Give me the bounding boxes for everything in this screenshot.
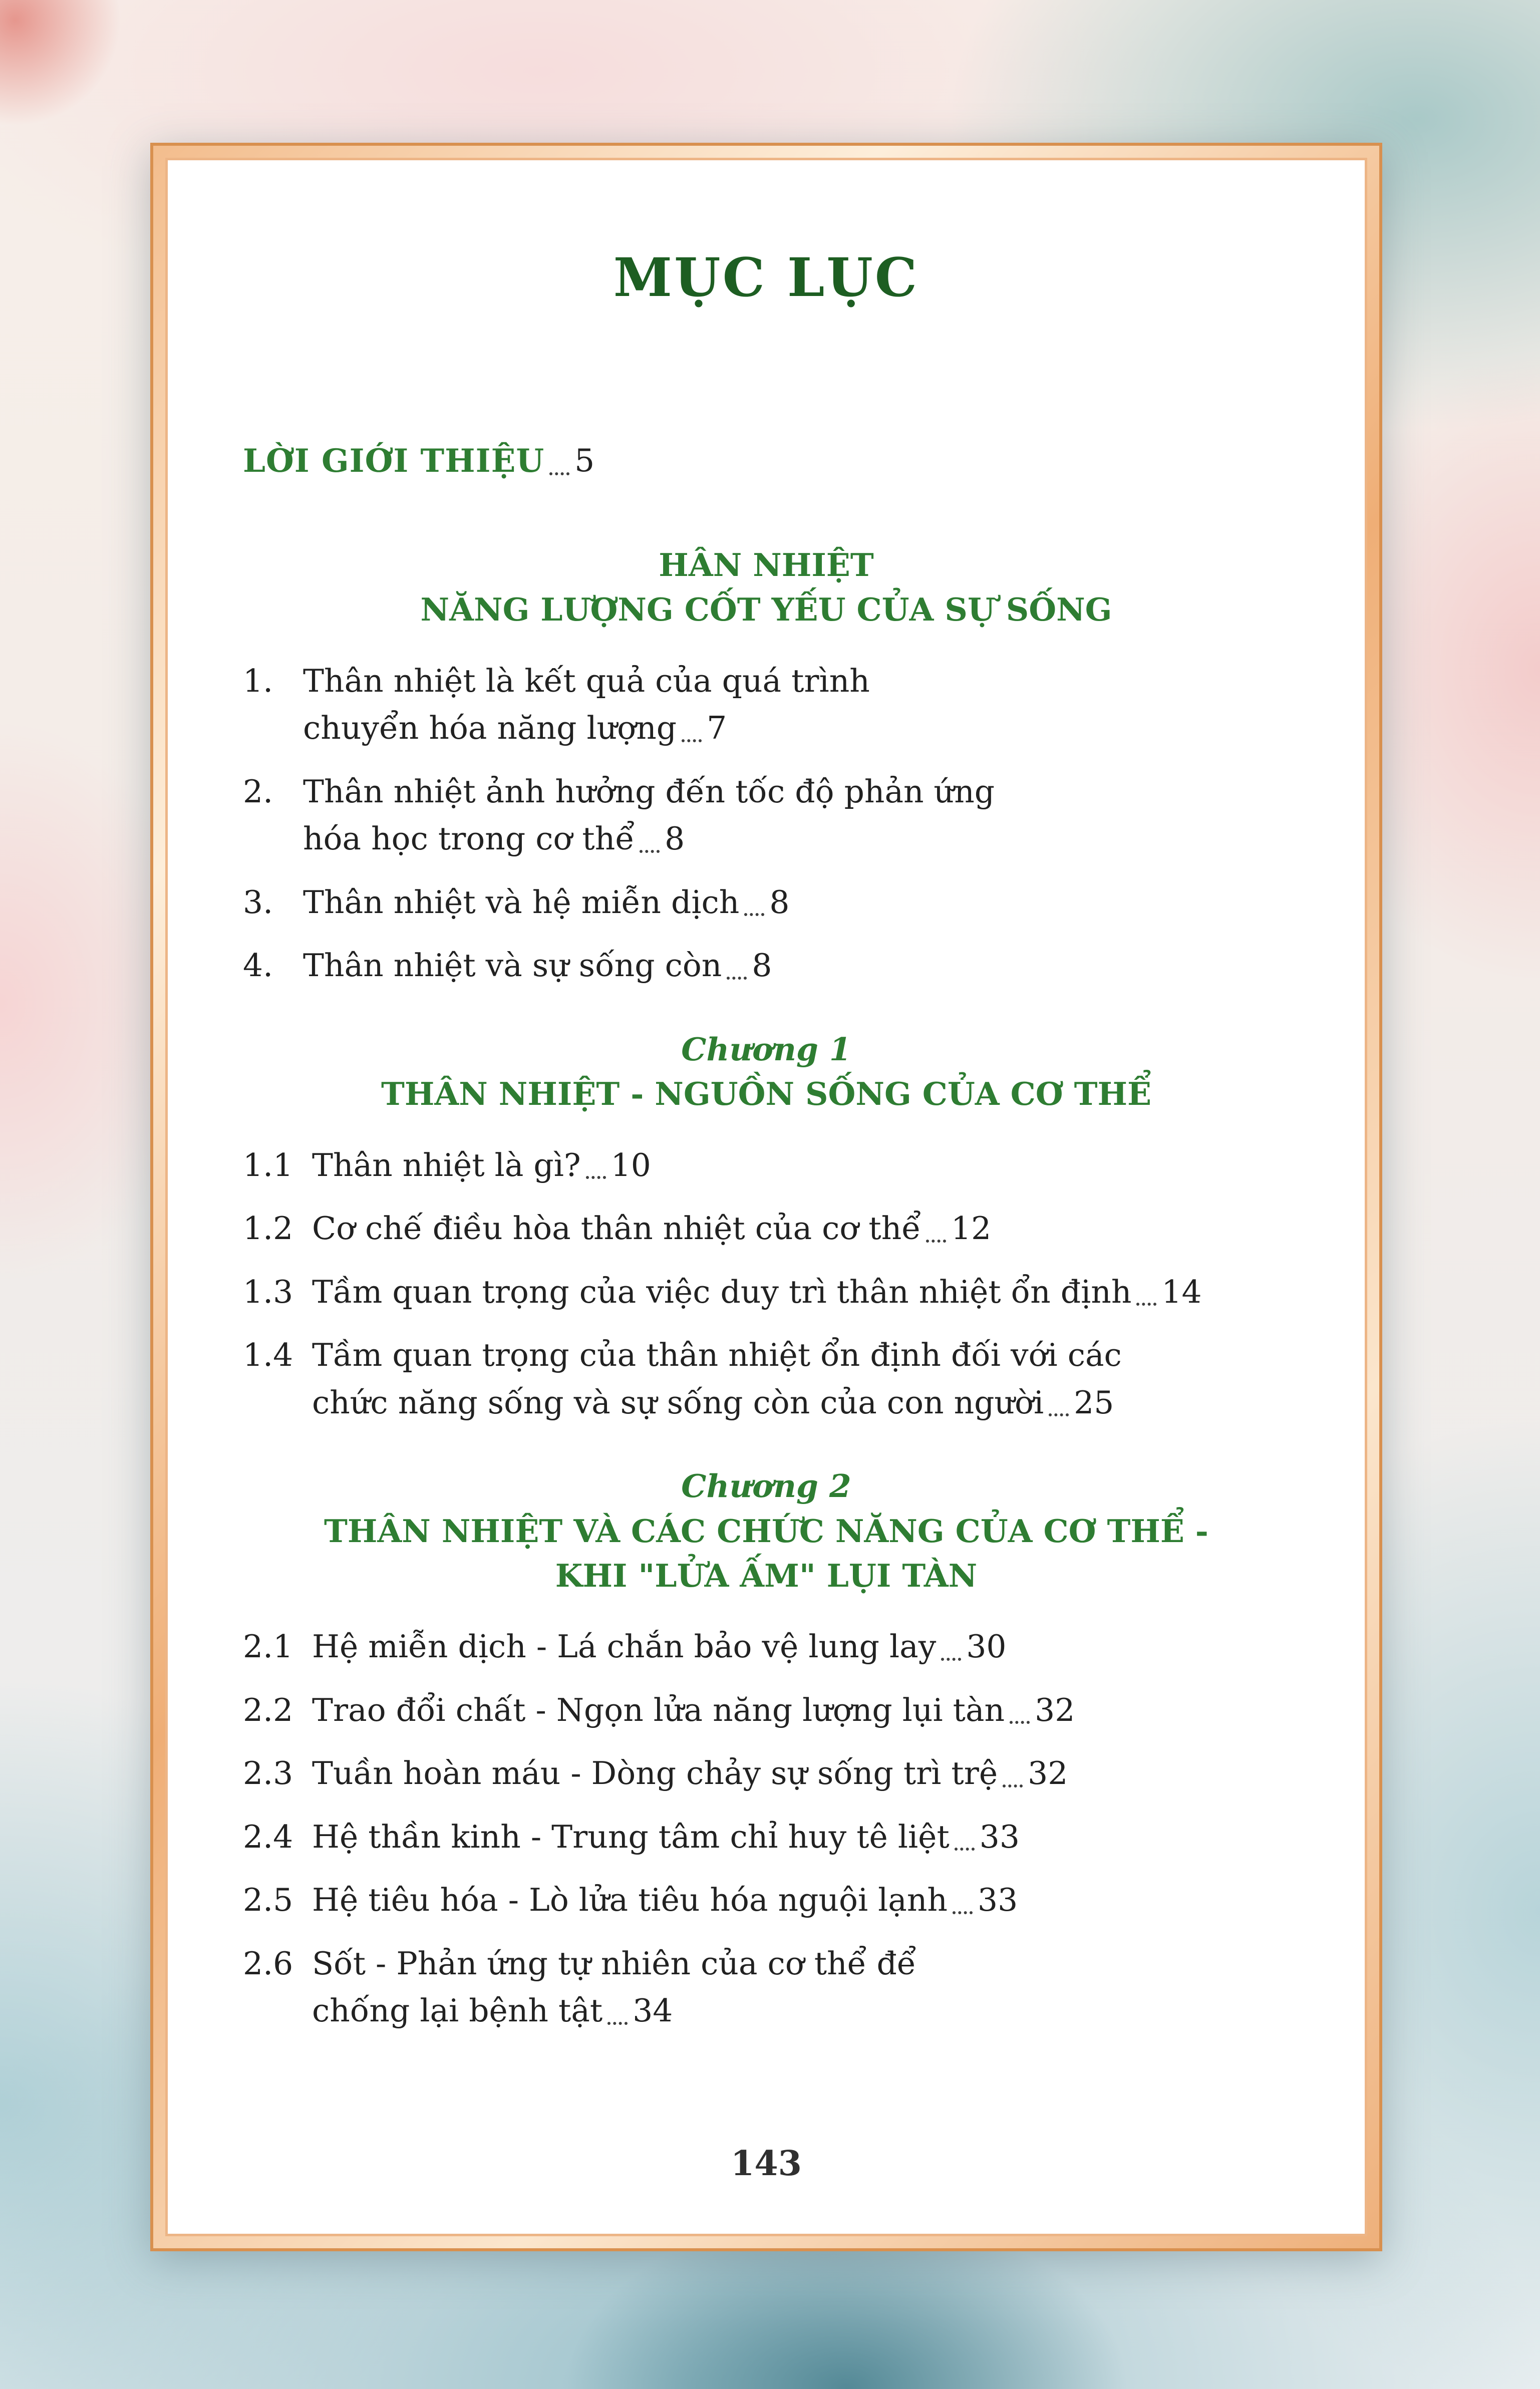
intro-label: LỜI GIỚI THIỆU bbox=[243, 442, 545, 480]
entry-number: 2.6 bbox=[243, 1945, 293, 1982]
chapter1-label: Chương 1 bbox=[681, 1030, 851, 1068]
toc-entry bbox=[243, 1750, 1290, 1798]
dot-leader bbox=[586, 1176, 606, 1179]
toc-entry bbox=[243, 768, 1290, 863]
dot-leader bbox=[727, 977, 747, 980]
entry-number: 2.5 bbox=[243, 1882, 293, 1919]
entry-number: 1. bbox=[243, 662, 273, 699]
toc-entry bbox=[243, 1877, 1290, 1924]
entry-text-line1: Thân nhiệt ảnh hưởng đến tốc độ phản ứng bbox=[303, 773, 995, 810]
toc-title: MỤC LỤC bbox=[613, 246, 919, 309]
dot-leader bbox=[682, 739, 702, 742]
page-ref: 14 bbox=[1161, 1273, 1202, 1310]
entry-text: Thân nhiệt là gì? bbox=[312, 1146, 581, 1183]
dot-leader bbox=[1049, 1413, 1069, 1416]
toc-entry bbox=[243, 1269, 1290, 1316]
chapter2-heading bbox=[243, 1509, 1290, 1599]
entry-text: Thân nhiệt và sự sống còn bbox=[303, 947, 722, 984]
page-ref: 25 bbox=[1074, 1384, 1114, 1421]
page-ref: 30 bbox=[966, 1628, 1007, 1665]
entry-number: 3. bbox=[243, 883, 273, 921]
page-ref: 7 bbox=[707, 710, 727, 747]
entry-number: 1.4 bbox=[243, 1337, 293, 1374]
dot-leader bbox=[1136, 1303, 1156, 1306]
dot-leader bbox=[549, 472, 569, 475]
chapter2-block bbox=[243, 1464, 1290, 1598]
entry-text-line2: chức năng sống và sự sống còn của con người bbox=[312, 1384, 1044, 1421]
part1-heading-line2: NĂNG LƯỢNG CỐT YẾU CỦA SỰ SỐNG bbox=[420, 591, 1112, 629]
entry-number: 2.1 bbox=[243, 1628, 293, 1665]
page-ref: 34 bbox=[633, 1992, 673, 2029]
toc-entry bbox=[243, 1687, 1290, 1734]
entry-number: 4. bbox=[243, 947, 273, 984]
entry-text: Hệ thần kinh - Trung tâm chỉ huy tê liệt bbox=[312, 1818, 950, 1855]
entry-text: Thân nhiệt và hệ miễn dịch bbox=[303, 883, 740, 921]
toc-entry bbox=[243, 1940, 1290, 2035]
dot-leader bbox=[941, 1658, 961, 1661]
entry-text: Cơ chế điều hòa thân nhiệt của cơ thể bbox=[312, 1210, 921, 1247]
page-ref: 10 bbox=[610, 1146, 651, 1183]
page-ref: 32 bbox=[1035, 1691, 1075, 1728]
entry-number: 2.2 bbox=[243, 1691, 293, 1728]
toc-entry bbox=[243, 1142, 1290, 1189]
entry-text-line2: chuyển hóa năng lượng bbox=[303, 710, 677, 747]
toc-entry bbox=[243, 658, 1290, 752]
dot-leader bbox=[926, 1240, 946, 1243]
entry-number: 1.1 bbox=[243, 1146, 293, 1183]
toc-entry bbox=[243, 879, 1290, 927]
page-ref: 8 bbox=[665, 820, 685, 857]
chapter2-label: Chương 2 bbox=[681, 1467, 851, 1505]
entry-number: 2. bbox=[243, 773, 273, 810]
entry-text-line2: hóa học trong cơ thể bbox=[303, 820, 635, 857]
page-ref: 8 bbox=[769, 883, 790, 921]
page-ref: 8 bbox=[752, 947, 772, 984]
toc-content bbox=[168, 160, 1365, 2035]
toc-entry bbox=[243, 1205, 1290, 1253]
toc-entry bbox=[243, 942, 1290, 990]
dot-leader bbox=[955, 1848, 975, 1851]
page-ref: 12 bbox=[951, 1210, 992, 1247]
page-ref: 5 bbox=[574, 442, 595, 479]
entry-number: 1.3 bbox=[243, 1273, 293, 1310]
entry-text: Tuần hoàn máu - Dòng chảy sự sống trì trệ bbox=[312, 1755, 998, 1792]
dot-leader bbox=[953, 1911, 973, 1914]
page-ref: 33 bbox=[977, 1882, 1018, 1919]
entry-number: 2.3 bbox=[243, 1755, 293, 1792]
dot-leader bbox=[1010, 1721, 1030, 1724]
toc-page bbox=[165, 158, 1367, 2236]
entry-text-line2: chống lại bệnh tật bbox=[312, 1992, 603, 2029]
entry-text: Hệ tiêu hóa - Lò lửa tiêu hóa nguội lạnh bbox=[312, 1882, 948, 1919]
page-ref: 32 bbox=[1028, 1755, 1068, 1792]
dot-leader bbox=[1003, 1784, 1023, 1787]
toc-entry bbox=[243, 1623, 1290, 1671]
entry-text-line1: Sốt - Phản ứng tự nhiên của cơ thể để bbox=[312, 1945, 916, 1982]
folio-page-number: 143 bbox=[731, 2144, 802, 2184]
page-ref: 33 bbox=[979, 1818, 1020, 1855]
toc-entry bbox=[243, 1332, 1290, 1426]
part1-heading bbox=[243, 543, 1290, 633]
chapter1-heading: THÂN NHIỆT - NGUỒN SỐNG CỦA CƠ THỂ bbox=[381, 1075, 1151, 1113]
part1-heading-line1: HÂN NHIỆT bbox=[659, 546, 874, 583]
dot-leader bbox=[744, 913, 764, 916]
entry-text: Tầm quan trọng của việc duy trì thân nhiệt ổn định bbox=[312, 1273, 1132, 1310]
dot-leader bbox=[607, 2022, 628, 2025]
chapter2-heading-line1: THÂN NHIỆT VÀ CÁC CHỨC NĂNG CỦA CƠ THỂ - bbox=[324, 1512, 1208, 1550]
entry-text-line1: Tầm quan trọng của thân nhiệt ổn định đối với các bbox=[312, 1337, 1122, 1374]
entry-number: 2.4 bbox=[243, 1818, 293, 1855]
toc-entry-intro bbox=[243, 437, 1290, 485]
chapter2-heading-line2: KHI "LỬA ẤM" LỤI TÀN bbox=[555, 1557, 978, 1595]
chapter1-block bbox=[243, 1027, 1290, 1117]
dot-leader bbox=[640, 850, 660, 853]
book-page-frame bbox=[150, 143, 1382, 2251]
entry-number: 1.2 bbox=[243, 1210, 293, 1247]
toc-entry bbox=[243, 1814, 1290, 1861]
entry-text: Hệ miễn dịch - Lá chắn bảo vệ lung lay bbox=[312, 1628, 937, 1665]
entry-text-line1: Thân nhiệt là kết quả của quá trình bbox=[303, 662, 870, 699]
entry-text: Trao đổi chất - Ngọn lửa năng lượng lụi tàn bbox=[312, 1691, 1005, 1728]
